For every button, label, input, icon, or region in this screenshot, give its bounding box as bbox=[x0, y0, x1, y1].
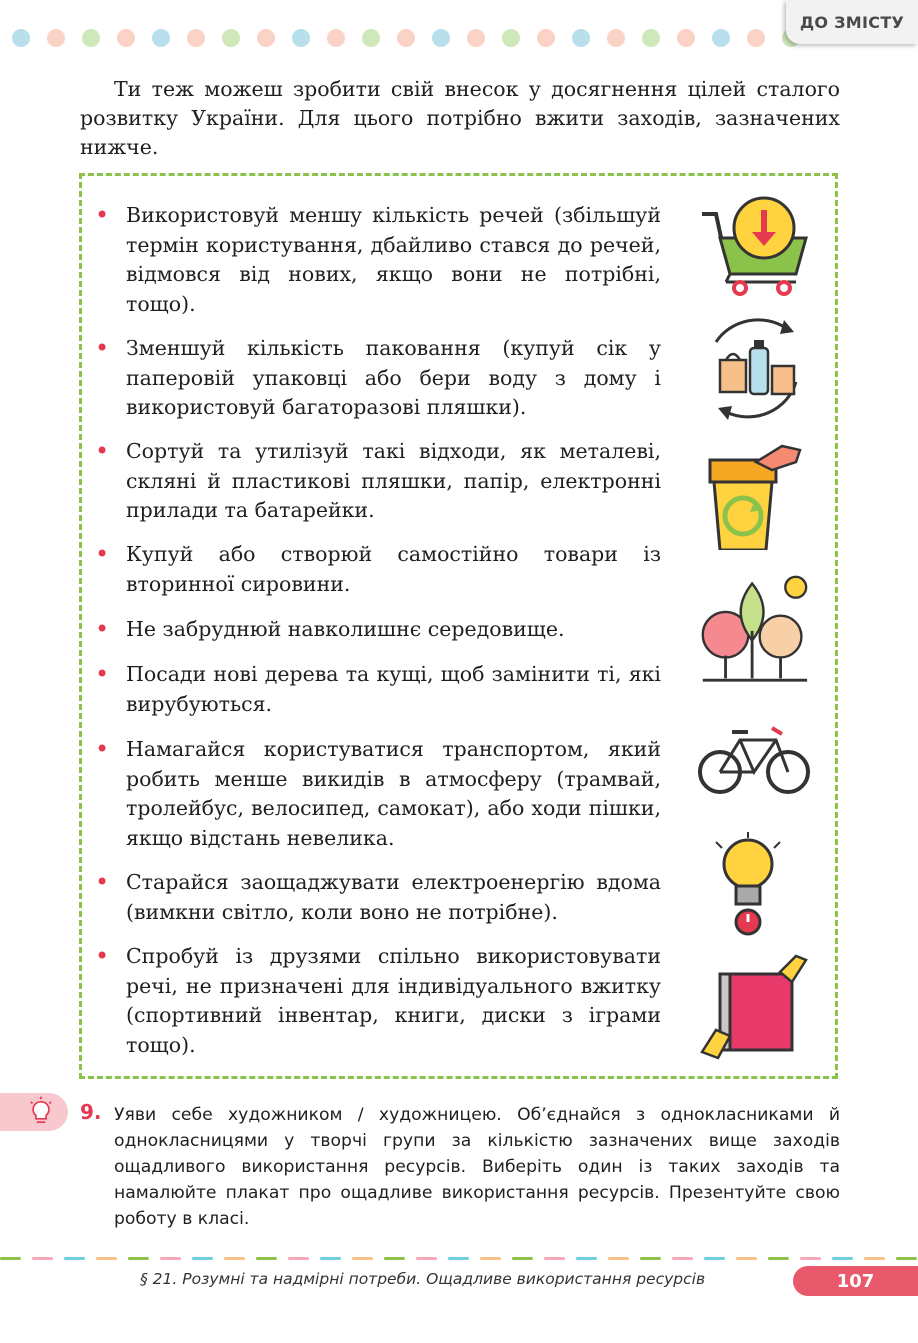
measure-item: • Сортуй та утилізуй такі відходи, як металеві, скляні й пластикові пляшки, папір, електронні прилади та батарейки. bbox=[95, 437, 661, 522]
decorative-dot bbox=[292, 29, 310, 47]
trees-icon bbox=[696, 574, 812, 684]
footer-divider bbox=[0, 1257, 918, 1261]
decorative-dot bbox=[607, 29, 625, 47]
decorative-dash bbox=[704, 1257, 725, 1260]
decorative-dot bbox=[82, 29, 100, 47]
decorative-dot bbox=[222, 29, 240, 47]
decorative-dash bbox=[320, 1257, 341, 1260]
decorative-dot bbox=[642, 29, 660, 47]
light-bulb-icon bbox=[696, 830, 812, 940]
decorative-dot bbox=[117, 29, 135, 47]
decorative-dot bbox=[467, 29, 485, 47]
decorative-dash bbox=[32, 1257, 53, 1260]
decorative-dash bbox=[576, 1257, 597, 1260]
decorative-dot bbox=[712, 29, 730, 47]
decorative-dot bbox=[327, 29, 345, 47]
decorative-dash bbox=[128, 1257, 149, 1260]
decorative-dash bbox=[224, 1257, 245, 1260]
decorative-dash bbox=[192, 1257, 213, 1260]
decorative-dot bbox=[152, 29, 170, 47]
decorative-dot bbox=[677, 29, 695, 47]
decorative-dash bbox=[416, 1257, 437, 1260]
measure-item: • Намагайся користуватися транспортом, який робить менше викидів в атмосферу (трамвай, тролейбус, велосипед, самокат), або ходи пішки, якщо відстань невелика. bbox=[95, 735, 661, 850]
decorative-dash bbox=[448, 1257, 469, 1260]
bullet-icon: • bbox=[95, 942, 110, 970]
decorative-dash bbox=[288, 1257, 309, 1260]
decorative-dash bbox=[672, 1257, 693, 1260]
decorative-dot bbox=[47, 29, 65, 47]
task-text: Уяви себе художником / художницею. Об’єднайся з однокласниками й однокласницями у творчі групи за кількістю зазначених вище заходів ощадливого використання ресурсів. Виберіть один із таких заходів та намалюйте плакат про ощадливе використання ресурсів. Презентуйте свою роботу в класі. bbox=[114, 1105, 840, 1229]
decorative-dash bbox=[864, 1257, 885, 1260]
shared-book-icon bbox=[696, 952, 812, 1062]
measure-item: • Зменшуй кількість паковання (купуй сік у паперовій упаковці або бери воду з дому і використовуй багаторазові пляшки). bbox=[95, 334, 661, 419]
decorative-dot bbox=[12, 29, 30, 47]
lamp-badge bbox=[0, 1093, 68, 1131]
recycle-bin-icon bbox=[696, 440, 812, 550]
bullet-icon: • bbox=[95, 660, 110, 688]
bicycle-icon bbox=[696, 718, 812, 828]
toc-link[interactable]: ДО ЗМІСТУ bbox=[786, 0, 918, 44]
decorative-dash bbox=[768, 1257, 789, 1260]
bullet-icon: • bbox=[95, 334, 110, 362]
decorative-dash bbox=[512, 1257, 533, 1260]
task-number: 9. bbox=[80, 1100, 102, 1124]
shopping-cart-icon bbox=[696, 192, 812, 302]
decorative-dash bbox=[640, 1257, 661, 1260]
bullet-icon: • bbox=[95, 735, 110, 763]
decorative-dash bbox=[832, 1257, 853, 1260]
intro-paragraph: Ти теж можеш зробити свій внесок у досягнення цілей сталого розвитку України. Для цього потрібно вжити заходів, зазначених нижче. bbox=[80, 77, 840, 159]
measure-item: • Посади нові дерева та кущі, щоб замінити ті, які вирубуються. bbox=[95, 660, 661, 716]
measure-item: • Купуй або створюй самостійно товари із вторинної сировини. bbox=[95, 540, 661, 596]
decorative-dash bbox=[352, 1257, 373, 1260]
bullet-icon: • bbox=[95, 540, 110, 568]
decorative-dot bbox=[572, 29, 590, 47]
decorative-dot bbox=[362, 29, 380, 47]
decorative-dash bbox=[256, 1257, 277, 1260]
decorative-dash bbox=[0, 1257, 21, 1260]
decorative-dash bbox=[896, 1257, 917, 1260]
measure-item: • Старайся заощаджувати електроенергію вдома (вимкни світло, коли воно не потрібне). bbox=[95, 868, 661, 924]
decorative-dash bbox=[544, 1257, 565, 1260]
bullet-icon: • bbox=[95, 437, 110, 465]
decorative-dash bbox=[96, 1257, 117, 1260]
reusable-packaging-icon bbox=[696, 312, 812, 422]
bullet-icon: • bbox=[95, 615, 110, 643]
decorative-dash bbox=[160, 1257, 181, 1260]
decorative-dots bbox=[12, 29, 788, 47]
decorative-dot bbox=[537, 29, 555, 47]
decorative-dot bbox=[257, 29, 275, 47]
decorative-dot bbox=[432, 29, 450, 47]
decorative-dash bbox=[64, 1257, 85, 1260]
decorative-dash bbox=[800, 1257, 821, 1260]
page-number: 107 bbox=[793, 1266, 918, 1296]
measure-item: • Не забруднюй навколишнє середовище. bbox=[95, 615, 565, 643]
bullet-icon: • bbox=[95, 201, 110, 229]
footer-section-title: § 21. Розумні та надмірні потреби. Ощадливе використання ресурсів bbox=[140, 1270, 706, 1288]
decorative-dash bbox=[608, 1257, 629, 1260]
decorative-dot bbox=[747, 29, 765, 47]
decorative-dot bbox=[397, 29, 415, 47]
decorative-dot bbox=[502, 29, 520, 47]
measure-item: • Використовуй меншу кількість речей (збільшуй термін користування, дбайливо стався до речей, відмовся від нових, якщо вони не потрібні, тощо). bbox=[95, 201, 661, 316]
bullet-icon: • bbox=[95, 868, 110, 896]
lamp-icon bbox=[24, 1095, 58, 1129]
measure-item: • Спробуй із друзями спільно використовувати речі, не призначені для індивідуального вжитку (спортивний інвентар, книги, диски з іграми тощо). bbox=[95, 942, 661, 1057]
decorative-dash bbox=[384, 1257, 405, 1260]
decorative-dash bbox=[480, 1257, 501, 1260]
decorative-dash bbox=[736, 1257, 757, 1260]
decorative-dot bbox=[187, 29, 205, 47]
